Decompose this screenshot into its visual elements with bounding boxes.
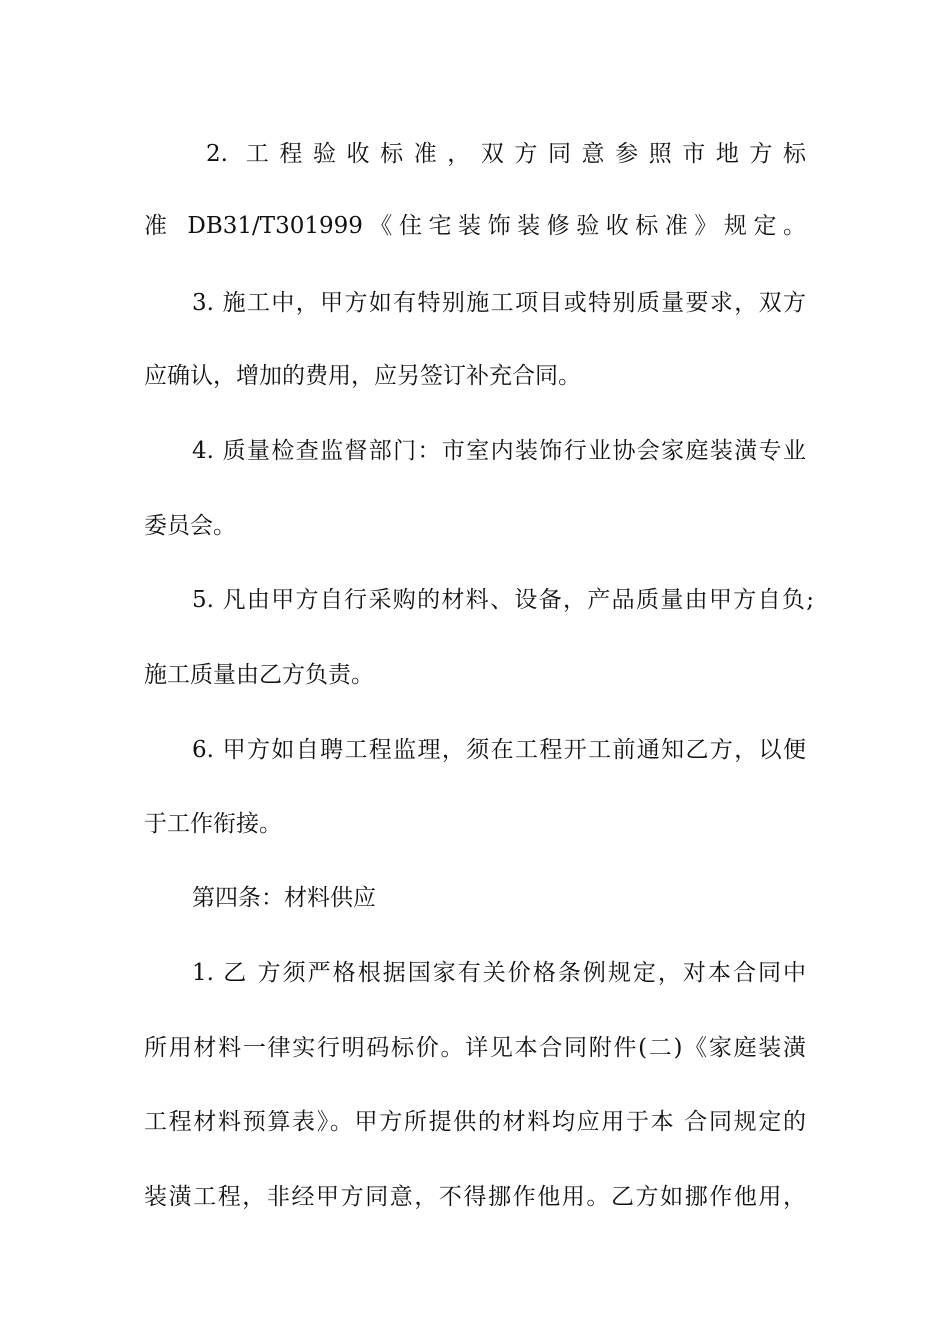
paragraph-line: 于工作衔接。 — [144, 811, 282, 837]
paragraph-line: 装潢工程，非经甲方同意，不得挪作他用。乙方如挪作他用， — [144, 1184, 806, 1210]
paragraph-line: 6. 甲方如自聘工程监理，须在工程开工前通知乙方，以便 — [192, 737, 806, 763]
section-heading: 第四条：材料供应 — [192, 885, 376, 911]
paragraph-line: 施工质量由乙方负责。 — [144, 662, 374, 688]
paragraph-line: 委员会。 — [144, 513, 236, 539]
paragraph-line: 4. 质量检查监督部门：市室内装饰行业协会家庭装潢专业 — [192, 438, 806, 464]
paragraph-line: 准 DB31/T301999《住宅装饰装修验收标准》规定。 — [144, 213, 806, 239]
paragraph-line: 1. 乙 方须严格根据国家有关价格条例规定，对本合同中 — [192, 960, 806, 986]
paragraph-line: 应确认，增加的费用，应另签订补充合同。 — [144, 363, 581, 389]
paragraph-line: 3. 施工中，甲方如有特别施工项目或特别质量要求，双方 — [192, 290, 806, 316]
paragraph-line: 所用材料一律实行明码标价。详见本合同附件(二)《家庭装潢 — [144, 1035, 806, 1061]
paragraph-line: 工程材料预算表》。甲方所提供的材料均应用于本 合同规定的 — [144, 1109, 806, 1135]
paragraph-line: 2. 工程验收标准，双方同意参照市地方标 — [206, 141, 806, 167]
paragraph-line: 5. 凡由甲方自行采购的材料、设备，产品质量由甲方自负; — [192, 587, 814, 613]
